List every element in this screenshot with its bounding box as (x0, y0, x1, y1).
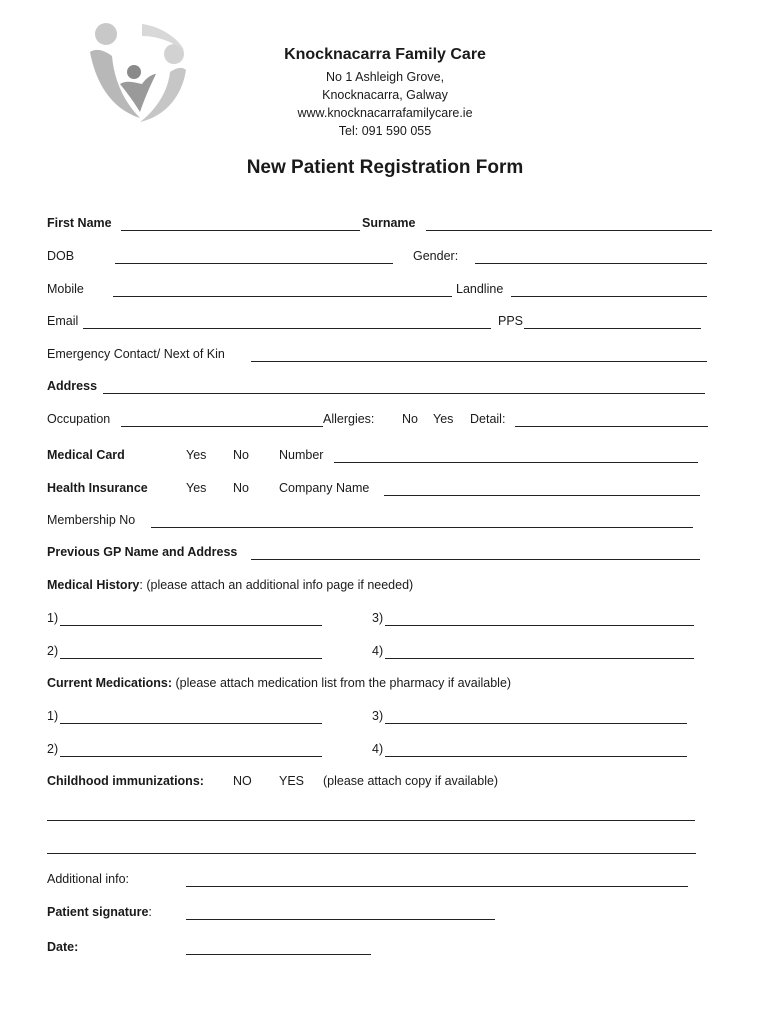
medical-history-item1-label: 1) (47, 611, 59, 625)
medical-history-item1-field[interactable] (60, 625, 322, 626)
emergency-contact-label: Emergency Contact/ Next of Kin (47, 347, 225, 361)
medication-item2-label: 2) (47, 742, 59, 756)
clinic-address-line1: No 1 Ashleigh Grove, (325, 70, 445, 84)
clinic-phone: Tel: 091 590 055 (338, 124, 432, 138)
logo-figure-left-head (95, 23, 117, 45)
medical-history-note: : (please attach an additional info page if needed) (139, 578, 414, 592)
address-label: Address (47, 379, 98, 393)
company-name-field[interactable] (384, 495, 700, 496)
medical-card-number-label: Number (279, 448, 324, 462)
previous-gp-field[interactable] (251, 559, 700, 560)
medication-item3-label: 3) (372, 709, 384, 723)
medical-card-label: Medical Card (47, 448, 125, 462)
medication-item4-label: 4) (372, 742, 384, 756)
dob-label: DOB (47, 249, 75, 263)
medication-item1-label: 1) (47, 709, 59, 723)
medical-history-item4-field[interactable] (385, 658, 694, 659)
first-name-label: First Name (47, 216, 112, 230)
address-field[interactable] (103, 393, 705, 394)
clinic-website: www.knocknacarrafamilycare.ie (297, 106, 473, 120)
occupation-field[interactable] (121, 426, 323, 427)
pps-label: PPS (498, 314, 524, 328)
allergies-detail-label: Detail: (470, 412, 506, 426)
medical-history-item3-label: 3) (372, 611, 384, 625)
immunizations-no-option[interactable]: NO (233, 774, 252, 788)
immunizations-field-line1[interactable] (47, 820, 695, 821)
medical-card-number-field[interactable] (334, 462, 698, 463)
mobile-label: Mobile (47, 282, 84, 296)
medical-history-item2-label: 2) (47, 644, 59, 658)
dob-field[interactable] (115, 263, 393, 264)
additional-info-field[interactable] (186, 886, 688, 887)
clinic-address-line2: Knocknacarra, Galway (322, 88, 448, 102)
logo-figure-child-head (127, 65, 141, 79)
medical-history-item3-field[interactable] (385, 625, 694, 626)
form-title: New Patient Registration Form (246, 157, 524, 178)
company-name-label: Company Name (279, 481, 370, 495)
medication-item1-field[interactable] (60, 723, 322, 724)
clinic-logo (82, 14, 194, 126)
landline-field[interactable] (511, 296, 707, 297)
allergies-label: Allergies: (323, 412, 375, 426)
immunizations-field-line2[interactable] (47, 853, 696, 854)
patient-signature-label: Patient signature (47, 905, 149, 919)
first-name-field[interactable] (121, 230, 360, 231)
immunizations-yes-option[interactable]: YES (279, 774, 305, 788)
medical-history-label: Medical History (47, 578, 140, 592)
allergies-detail-field[interactable] (515, 426, 708, 427)
health-insurance-label: Health Insurance (47, 481, 148, 495)
childhood-immunizations-label: Childhood immunizations: (47, 774, 204, 788)
additional-info-label: Additional info: (47, 872, 130, 886)
date-label: Date: (47, 940, 79, 954)
medication-item3-field[interactable] (385, 723, 687, 724)
allergies-no-option[interactable]: No (402, 412, 418, 426)
gender-field[interactable] (475, 263, 707, 264)
mobile-field[interactable] (113, 296, 452, 297)
current-medications-note: (please attach medication list from the pharmacy if available) (175, 676, 512, 690)
date-field[interactable] (186, 954, 371, 955)
logo-figure-right-body (140, 68, 186, 122)
health-insurance-no-option[interactable]: No (233, 481, 249, 495)
allergies-yes-option[interactable]: Yes (433, 412, 454, 426)
surname-label: Surname (362, 216, 416, 230)
occupation-label: Occupation (47, 412, 111, 426)
medical-history-heading (47, 577, 413, 593)
medical-history-item4-label: 4) (372, 644, 384, 658)
medication-item4-field[interactable] (385, 756, 687, 757)
surname-field[interactable] (426, 230, 712, 231)
immunizations-note: (please attach copy if available) (323, 774, 499, 788)
medical-history-item2-field[interactable] (60, 658, 322, 659)
clinic-name: Knocknacarra Family Care (284, 46, 486, 63)
medication-item2-field[interactable] (60, 756, 322, 757)
membership-no-label: Membership No (47, 513, 136, 527)
logo-arc (142, 24, 184, 50)
current-medications-heading (47, 675, 511, 691)
health-insurance-yes-option[interactable]: Yes (186, 481, 207, 495)
medical-card-no-option[interactable]: No (233, 448, 249, 462)
landline-label: Landline (456, 282, 504, 296)
patient-signature-heading (47, 904, 152, 920)
email-field[interactable] (83, 328, 491, 329)
pps-field[interactable] (524, 328, 701, 329)
gender-label: Gender: (413, 249, 459, 263)
membership-no-field[interactable] (151, 527, 693, 528)
current-medications-label: Current Medications: (47, 676, 173, 690)
emergency-contact-field[interactable] (251, 361, 707, 362)
patient-signature-field[interactable] (186, 919, 495, 920)
medical-card-yes-option[interactable]: Yes (186, 448, 207, 462)
email-label: Email (47, 314, 79, 328)
patient-signature-colon: : (148, 905, 152, 919)
previous-gp-label: Previous GP Name and Address (47, 545, 238, 559)
